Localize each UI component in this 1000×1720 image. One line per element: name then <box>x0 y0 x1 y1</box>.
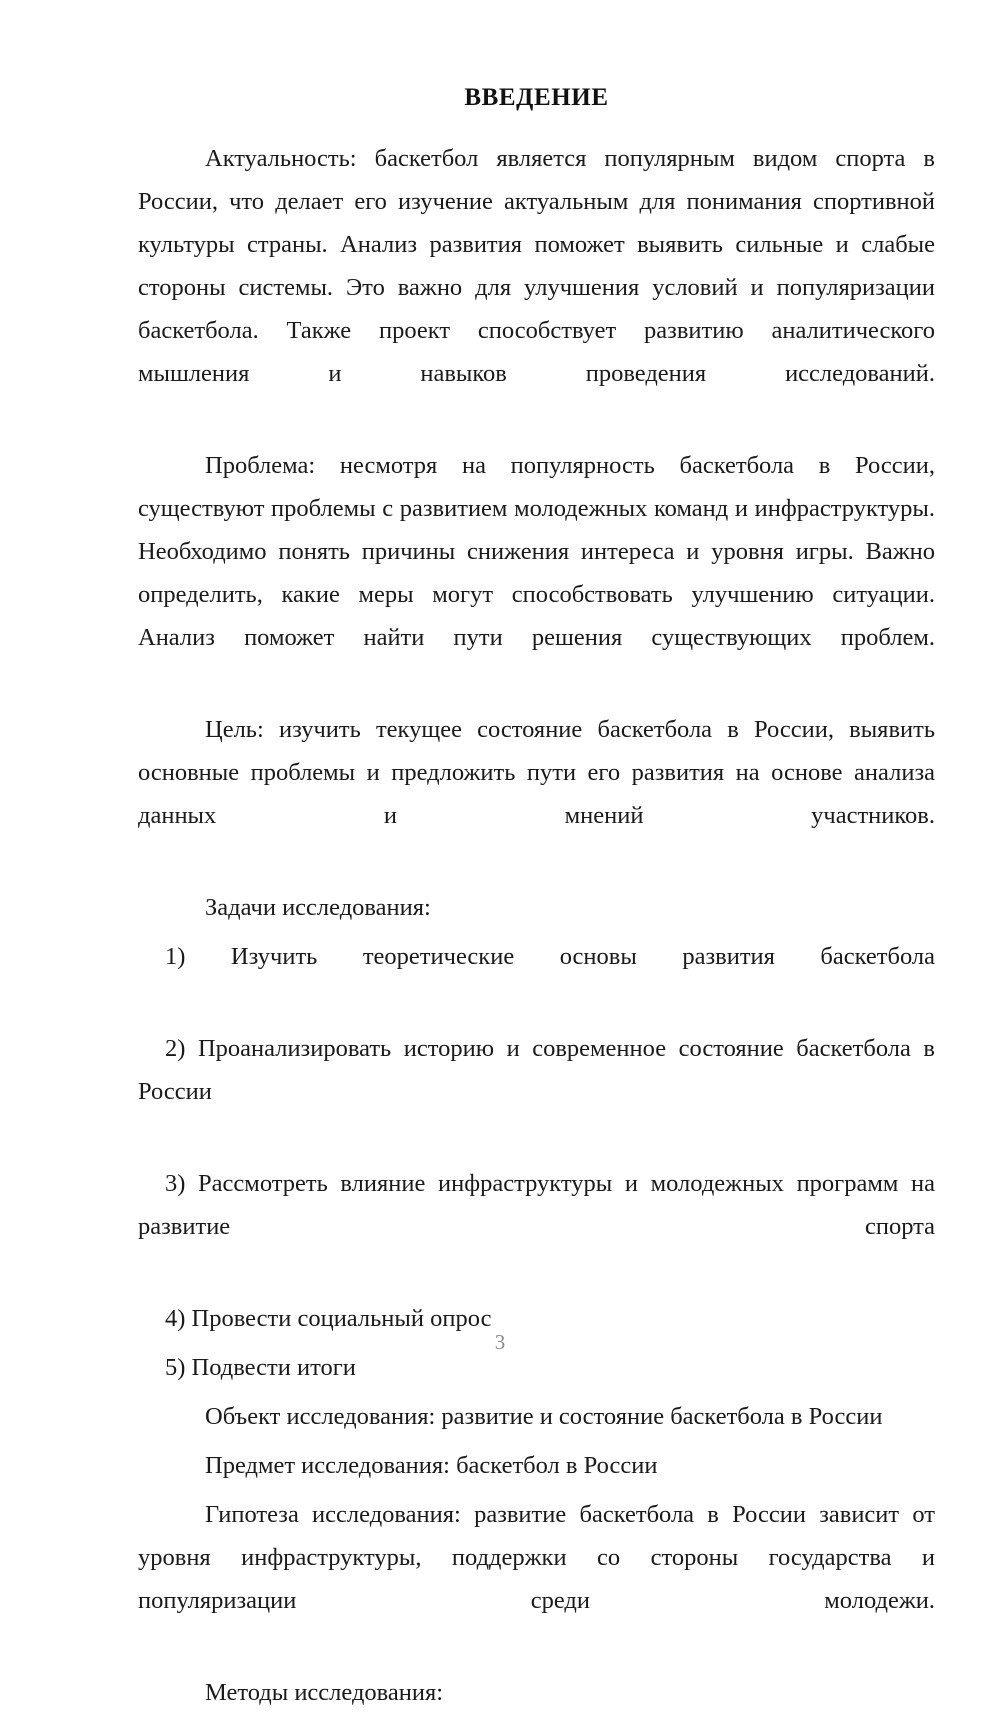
paragraph-problem: Проблема: несмотря на популярность баскетбола в России, существуют проблемы с развитием молодежных команд и инфраструктуры. Необходимо понять причины снижения интереса и уровня игры. Важно определить, какие меры могут способствовать улучшению ситуации. Анализ поможет найти пути решения существующих проблем. <box>138 451 935 651</box>
list-item: 3) Рассмотреть влияние инфраструктуры и молодежных программ на развитие спорта <box>138 1169 935 1240</box>
list-item: 2) Проанализировать историю и современное состояние баскетбола в России <box>138 1034 935 1105</box>
paragraph-goal: Цель: изучить текущее состояние баскетбола в России, выявить основные проблемы и предложить пути его развития на основе анализа данных и мнений участников. <box>138 715 935 829</box>
page-title: ВВЕДЕНИЕ <box>464 84 609 111</box>
list-item: 4) Провести социальный опрос <box>165 1304 492 1332</box>
list-item: 5) Подвести итоги <box>165 1353 356 1381</box>
line-research-object: Объект исследования: развитие и состояние баскетбола в России <box>205 1402 883 1430</box>
heading-methods: Методы исследования: <box>205 1678 444 1706</box>
paragraph-relevance: Актуальность: баскетбол является популярным видом спорта в России, что делает его изучение актуальным для понимания спортивной культуры страны. Анализ развития поможет выявить сильные и слабые стороны системы. Это важно для улучшения условий и популяризации баскетбола. Также проект способствует развитию аналитического мышления и навыков проведения исследований. <box>138 144 935 387</box>
page-number: 3 <box>494 1330 506 1354</box>
heading-tasks: Задачи исследования: <box>205 893 431 921</box>
line-research-subject: Предмет исследования: баскетбол в России <box>205 1451 658 1479</box>
document-body <box>138 82 935 1720</box>
list-item: 1) Изучить теоретические основы развития баскетбола <box>165 942 935 970</box>
paragraph-hypothesis: Гипотеза исследования: развитие баскетбола в России зависит от уровня инфраструктуры, поддержки со стороны государства и популяризации среди молодежи. <box>138 1500 935 1614</box>
